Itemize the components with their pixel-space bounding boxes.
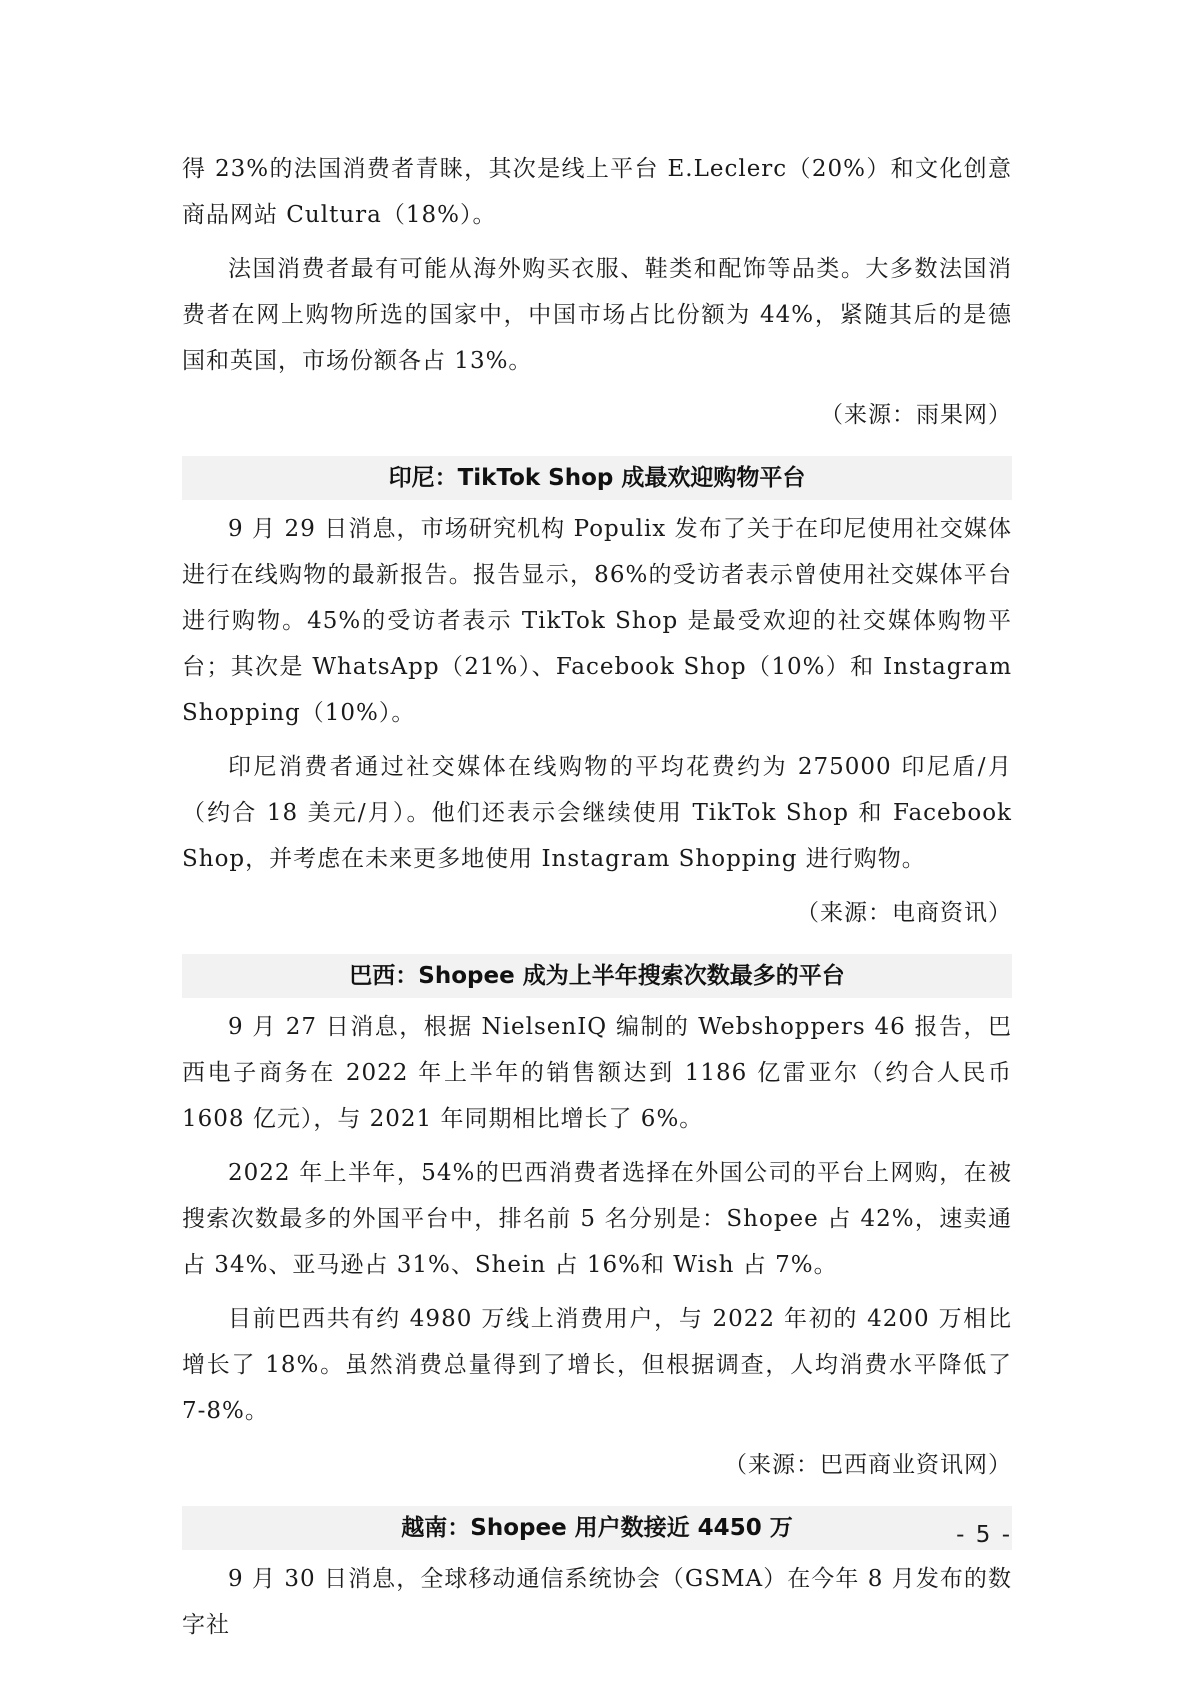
source-france: （来源：雨果网）	[820, 402, 1012, 428]
section-heading-indonesia: 印尼：TikTok Shop 成最欢迎购物平台	[182, 456, 1012, 500]
paragraph-indonesia-2: 印尼消费者通过社交媒体在线购物的平均花费约为 275000 印尼盾/月（约合 18 美元/月）。他们还表示会继续使用 TikTok Shop 和 Facebook Shop，并考虑在未来更多地使用 Instagram Shopping 进行购物。	[182, 754, 1012, 872]
paragraph-brazil-3: 目前巴西共有约 4980 万线上消费用户，与 2022 年初的 4200 万相比增长了 18%。虽然消费总量得到了增长，但根据调查，人均消费水平降低了 7-8%。	[182, 1306, 1012, 1424]
paragraph-brazil-2: 2022 年上半年，54%的巴西消费者选择在外国公司的平台上网购，在被搜索次数最多的外国平台中，排名前 5 名分别是：Shopee 占 42%，速卖通占 34%、亚马逊占 31%、Shein 占 16%和 Wish 占 7%。	[182, 1160, 1012, 1278]
section-heading-vietnam: 越南：Shopee 用户数接近 4450 万	[182, 1506, 1012, 1550]
paragraph-france-origin: 法国消费者最有可能从海外购买衣服、鞋类和配饰等品类。大多数法国消费者在网上购物所选的国家中，中国市场占比份额为 44%，紧随其后的是德国和英国，市场份额各占 13%。	[182, 256, 1012, 374]
source-indonesia: （来源：电商资讯）	[796, 900, 1012, 926]
document-page	[182, 146, 1012, 1648]
paragraph-brazil-1: 9 月 27 日消息，根据 NielsenIQ 编制的 Webshoppers 46 报告，巴西电子商务在 2022 年上半年的销售额达到 1186 亿雷亚尔（约合人民币 1608 亿元），与 2021 年同期相比增长了 6%。	[182, 1014, 1012, 1132]
paragraph-indonesia-1: 9 月 29 日消息，市场研究机构 Populix 发布了关于在印尼使用社交媒体进行在线购物的最新报告。报告显示，86%的受访者表示曾使用社交媒体平台进行购物。45%的受访者表示 TikTok Shop 是最受欢迎的社交媒体购物平台；其次是 WhatsApp（21%）、Facebook Shop（10%）和 Instagram Shopping（10%）。	[182, 516, 1012, 726]
paragraph-france-continued: 得 23%的法国消费者青睐，其次是线上平台 E.Leclerc（20%）和文化创意商品网站 Cultura（18%）。	[182, 156, 1012, 228]
source-brazil: （来源：巴西商业资讯网）	[724, 1452, 1012, 1478]
paragraph-vietnam-1: 9 月 30 日消息，全球移动通信系统协会（GSMA）在今年 8 月发布的数字社	[182, 1566, 1012, 1638]
section-heading-brazil: 巴西：Shopee 成为上半年搜索次数最多的平台	[182, 954, 1012, 998]
page-number: - 5 -	[956, 1522, 1012, 1548]
